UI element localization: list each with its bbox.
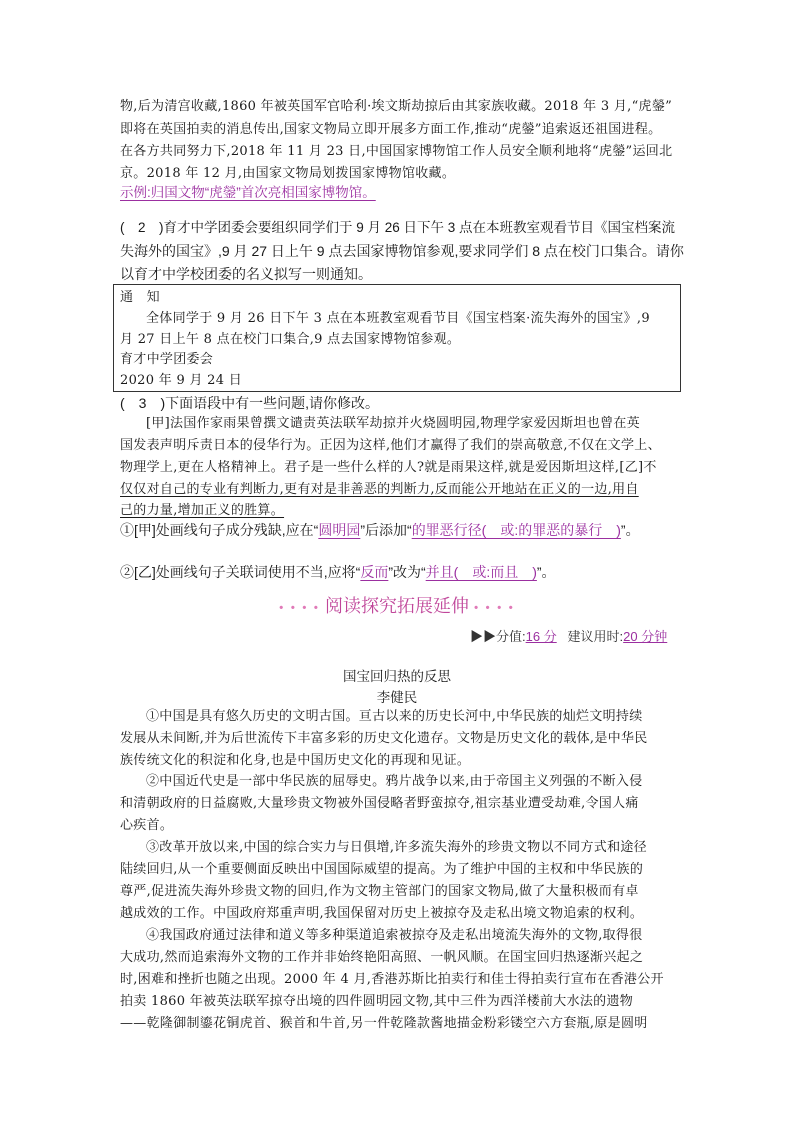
- q3-a2-blank1: 反而: [360, 564, 389, 580]
- q3-a2-end: ”。: [536, 564, 556, 580]
- q3-para-line-3: 物理学上,更在人格精神上。君子是一些什么样的人?就是雨果这样,就是爱因斯坦这样,[乙]不: [120, 460, 657, 475]
- article-p2-line-3: 心疾首。: [120, 818, 174, 833]
- example-answer: 示例:归国文物“虎鎣”首次亮相国家博物馆。: [120, 185, 376, 200]
- article-title: 国宝回归热的反思: [343, 669, 451, 684]
- q3-intro: ( 3 )下面语段中有一些问题,请你修改。: [120, 395, 379, 411]
- article-p2-line-2: 和清朝政府的日益腐败,大量珍贵文物被外国侵略者野蛮掠夺,祖宗基业遭受劫难,令国人痛: [120, 796, 639, 811]
- notice-body-line-1: 全体同学于 9 月 26 日下午 3 点在本班教室观看节目《国宝档案·流失海外的国宝》,9: [146, 311, 650, 326]
- q3-para-line-2: 国发表声明斥责日本的侵华行为。正因为这样,他们才赢得了我们的崇高敬意,不仅在文学上、: [120, 438, 661, 453]
- score-value: 16 分: [525, 629, 557, 644]
- article-p1-line-3: 族传统文化的积淀和化身,也是中国历史文化的再现和见证。: [120, 753, 471, 768]
- q3-a1-end: ”。: [620, 522, 640, 538]
- q3-a1-mid: ”后添加: [360, 522, 408, 538]
- section-banner: [0, 592, 794, 618]
- article-p3-line-3: 尊严,促进流失海外珍贵文物的回归,作为文物主管部门的国家文物局,做了大量积极而有卓: [120, 884, 639, 899]
- q3-answer-2: [120, 562, 556, 582]
- article-p4-line-1: ④我国政府通过法律和道义等多种渠道追索被掠夺及走私出境流失海外的文物,取得很: [146, 928, 643, 943]
- article-author: 李健民: [376, 690, 418, 705]
- q3-a1-answer: 的罪恶行径( 或:的罪恶的暴行 ): [411, 522, 621, 538]
- q2-line-1: ( 2 )育才中学团委会要组织同学们于 9 月 26 日下午 3 点在本班教室观看节目《国宝档案流: [120, 220, 676, 235]
- time-value: 20 分钟: [623, 629, 668, 644]
- q3-para-line-4: 仅仅对自己的专业有判断力,更有对是非善恶的判断力,反而能公开地站在正义的一边,用自: [120, 482, 639, 497]
- top-para-line-2: 即将在英国拍卖的消息传出,国家文物局立即开展多方面工作,推动“虎鎣”追索返还祖国进程。: [120, 122, 662, 137]
- q3-para-line-5: 己的力量,增加正义的胜算。: [120, 503, 285, 518]
- q3-a2-mid: ”改为“: [388, 564, 426, 580]
- article-p3-line-4: 越成效的工作。中国政府郑重声明,我国保留对历史上被掠夺及走私出境文物追索的权利。: [120, 906, 644, 921]
- top-para-line-4: 京。2018 年 12 月,由国家文物局划拨国家博物馆收藏。: [120, 166, 456, 181]
- q3-a1-prefix: ①[甲]处画线句子成分残缺,应在: [120, 522, 314, 538]
- time-label: 建议用时:: [567, 629, 624, 644]
- article-p1-line-1: ①中国是具有悠久历史的文明古国。亘古以来的历史长河中,中华民族的灿烂文明持续: [146, 709, 643, 724]
- score-label: ▶▶分值:: [470, 629, 526, 644]
- notice-date: 2020 年 9 月 24 日: [120, 373, 243, 388]
- article-p4-line-2: 大成功,然而追索海外文物的工作并非始终艳阳高照、一帆风顺。在国宝回归热逐渐兴起之: [120, 950, 644, 965]
- article-p3-line-2: 陆续回归,从一个重要侧面反映出中国国际威望的提高。为了维护中国的主权和中华民族的: [120, 862, 644, 877]
- notice-body-line-2: 月 27 日上午 8 点在校门口集合,9 点去国家博物馆参观。: [120, 332, 461, 347]
- article-p1-line-2: 发展从未间断,并为后世流传下丰富多彩的历史文化遗存。文物是历史文化的载体,是中华民: [120, 731, 648, 746]
- notice-title: 通 知: [120, 290, 160, 305]
- article-p4-line-4: 拍卖 1860 年被英法联军掠夺出境的四件圆明园文物,其中三件为西洋楼前大水法的遗物: [120, 994, 634, 1009]
- q3-answer-1: ①[甲]处画线句子成分残缺,应在“圆明园”后添加“的罪恶行径( 或:的罪恶的暴行 )”。: [120, 522, 640, 538]
- q3-a2-prefix: ②[乙]处画线句子关联词使用不当,应将“: [120, 564, 361, 580]
- q2-line-3: 以育才中学校团委的名义拟写一则通知。: [120, 266, 372, 282]
- top-para-line-1: 物,后为清宫收藏,1860 年被英国军官哈利·埃文斯劫掠后由其家族收藏。2018 年 3 月,“虎鎣”: [120, 99, 673, 114]
- q3-a1-blank: 圆明园: [318, 522, 361, 538]
- top-para-line-3: 在各方共同努力下,2018 年 11 月 23 日,中国国家博物馆工作人员安全顺利地将“虎鎣”运回北: [120, 144, 673, 159]
- article-p2-line-1: ②中国近代史是一部中华民族的屈辱史。鸦片战争以来,由于帝国主义列强的不断入侵: [146, 774, 643, 789]
- banner-dots-left: • • • •: [279, 600, 320, 615]
- notice-org: 育才中学团委会: [120, 352, 214, 367]
- section-banner-title: 阅读探究拓展延伸: [325, 596, 469, 616]
- q2-line-2: 失海外的国宝》,9 月 27 日上午 9 点去国家博物馆参观,要求同学们 8 点在校门口集合。请你: [120, 243, 684, 259]
- banner-dots-right: • • • •: [474, 600, 515, 615]
- article-p4-line-5: ——乾隆御制鎏花铜虎首、猴首和牛首,另一件乾隆款酱地描金粉彩镂空六方套瓶,原是圆明: [120, 1016, 648, 1031]
- q3-para-line-1: [甲]法国作家雨果曾撰文谴责英法联军劫掠并火烧圆明园,物理学家爱因斯坦也曾在英: [146, 416, 640, 431]
- q3-a2-blank2: 并且( 或:而且 ): [425, 564, 537, 580]
- article-p4-line-3: 时,困难和挫折也随之出现。2000 年 4 月,香港苏斯比拍卖行和佳士得拍卖行宣布在香港公开: [120, 972, 664, 987]
- score-line: [470, 626, 667, 645]
- article-p3-line-1: ③改革开放以来,中国的综合实力与日俱增,许多流失海外的珍贵文物以不同方式和途径: [146, 840, 647, 855]
